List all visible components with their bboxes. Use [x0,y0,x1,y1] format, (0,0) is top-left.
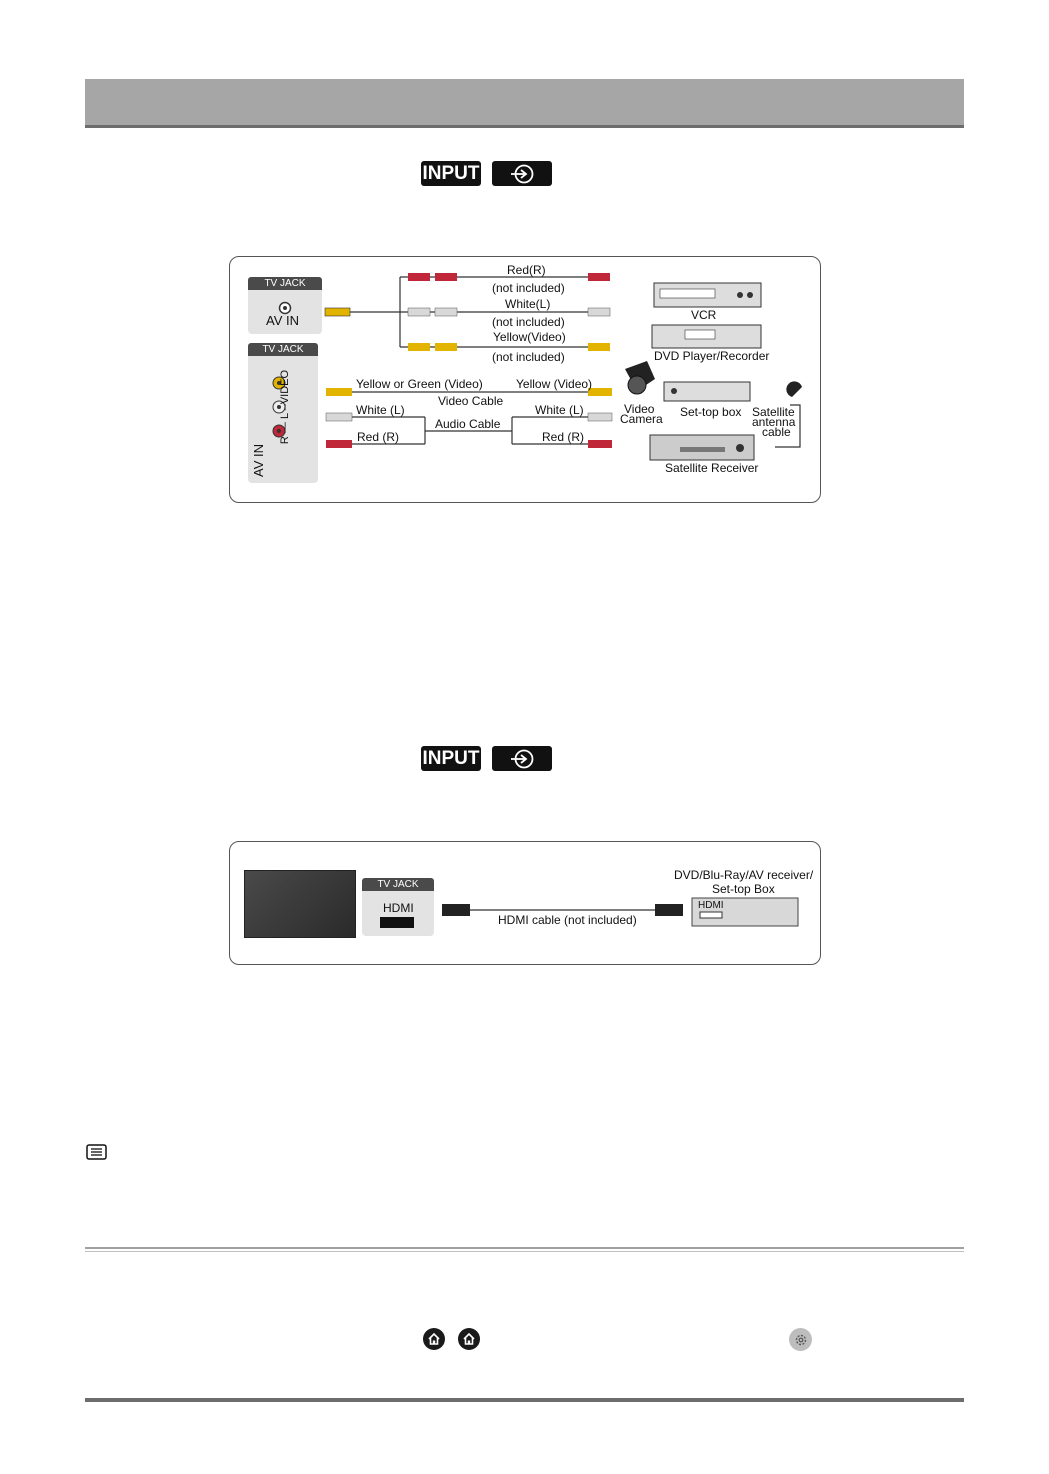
video-cable-label: Video Cable [438,394,504,408]
satellite-antenna-label: Satellite [752,405,795,419]
tv-jack-label: TV JACK [248,343,318,356]
hdmi-connection-diagram [229,841,821,965]
input-arrow-icon [492,746,552,771]
home-icon [458,1328,480,1350]
hdmi-cable-label: HDMI cable (not included) [498,913,637,927]
input-key [421,746,481,771]
hdmi-cable [230,842,820,964]
input-arrow-icon-svg [505,163,539,185]
white-l-label: White(L) [505,297,551,311]
tv-jack-label: TV JACK [248,277,322,290]
not-included-label: (not included) [492,281,565,295]
section-divider [85,1247,964,1249]
video-camera-label: Video [624,402,655,416]
white-left-label: White (L) [356,403,405,417]
satellite-receiver-label: Satellite Receiver [665,461,759,475]
av-connection-diagram [229,256,821,503]
red-r-label: Red(R) [507,263,546,277]
yellow-video-label: Yellow(Video) [493,330,566,344]
not-included-label: (not included) [492,350,565,364]
tv-jack-label: TV JACK [362,878,434,891]
dvd-label: DVD Player/Recorder [654,349,770,363]
section-divider [85,1251,964,1252]
satellite-antenna-label: antenna [752,415,796,429]
page-header-bar [85,79,964,128]
device-label: Set-top Box [712,882,775,896]
device-hdmi-label: HDMI [698,900,724,911]
footer-rule [85,1398,964,1402]
audio-cable-label: Audio Cable [435,417,501,431]
red-left-label: Red (R) [357,430,400,444]
hdmi-port-label: HDMI [383,901,414,915]
input-key [421,161,481,186]
video-camera-label: Camera [620,412,663,426]
device-label: DVD/Blu-Ray/AV receiver/ [674,868,814,882]
settop-label: Set-top box [680,405,742,419]
not-included-label: (not included) [492,315,565,329]
yellow-green-video-label: Yellow or Green (Video) [356,377,483,391]
white-right-label: White (L) [535,403,584,417]
red-right-label: Red (R) [542,430,585,444]
side-ports-label: R — L –VIDEO [279,369,291,445]
av-in-side-label: AV IN [251,444,266,477]
gear-icon [789,1328,812,1351]
yellow-video-right-label: Yellow (Video) [516,377,593,391]
input-arrow-icon-svg [505,748,539,770]
input-arrow-icon [492,161,552,186]
note-icon [86,1144,108,1160]
input-key-label: INPUT [422,162,480,184]
vcr-label: VCR [691,308,717,322]
input-key-label: INPUT [422,747,480,769]
home-icon [423,1328,445,1350]
satellite-antenna-label: cable [762,425,791,439]
av-in-label: AV IN [266,313,299,328]
